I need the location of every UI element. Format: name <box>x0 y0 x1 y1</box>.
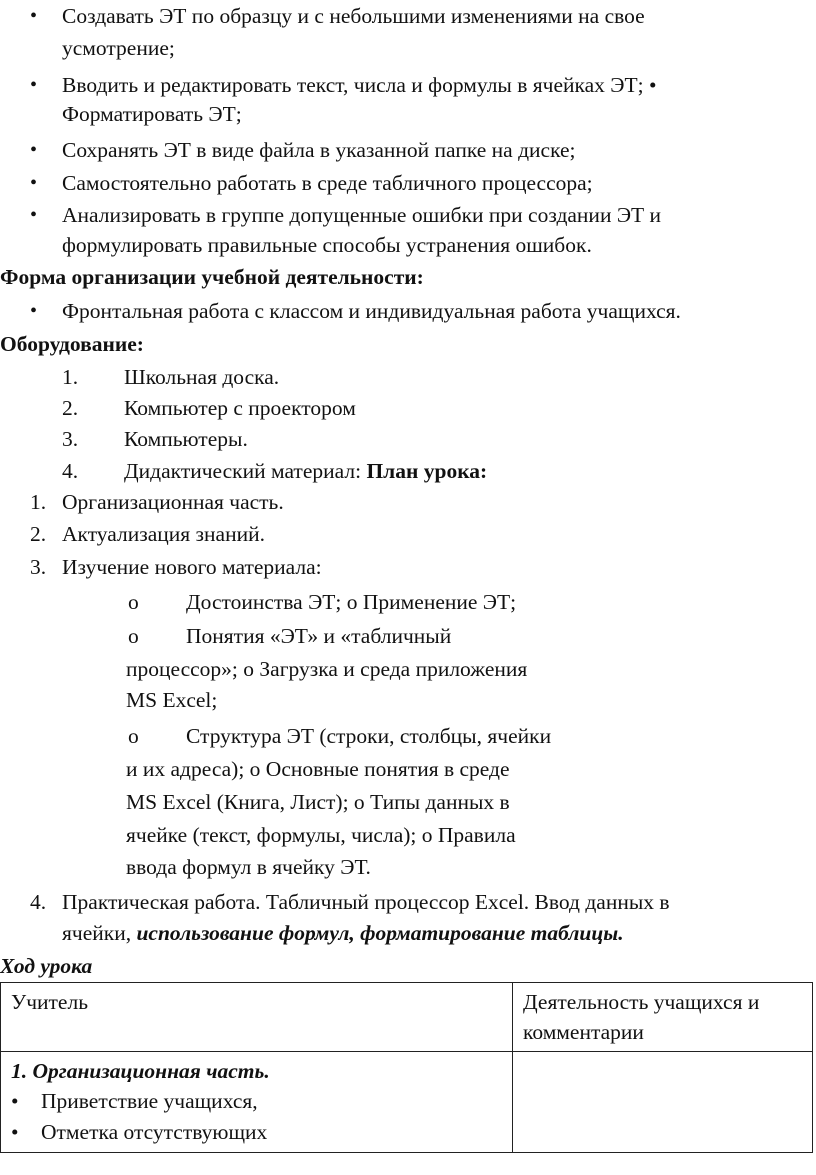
equipment-number: 1. <box>62 365 79 389</box>
plan-number: 4. <box>30 890 47 914</box>
plan-item: Организационная часть. <box>62 490 284 514</box>
goal-text: Вводить и редактировать текст, числа и формулы в ячейках ЭТ; • <box>62 73 657 97</box>
practical-text <box>62 920 624 946</box>
teacher-header-text: Учитель <box>11 990 89 1014</box>
equipment-number: 2. <box>62 396 79 420</box>
section-title: 1. Организационная часть. <box>11 1059 270 1083</box>
equipment-item-text: Дидактический материал: <box>124 459 367 483</box>
students-cell <box>513 1052 813 1153</box>
bullet: • <box>30 5 38 27</box>
equipment-item <box>124 458 487 484</box>
table-header-row <box>1 983 813 1052</box>
list-item: • Приветствие учащихся, <box>41 1086 502 1117</box>
teacher-cell <box>1 1052 513 1153</box>
sub-line: и их адреса); o Основные понятия в среде <box>126 757 510 781</box>
bullet: • <box>30 139 38 161</box>
equipment-number: 3. <box>62 427 79 451</box>
equipment-heading: Оборудование: <box>0 332 144 356</box>
teacher-header <box>1 983 513 1052</box>
practical-emphasis: использование формул, форматирование таблицы. <box>136 921 624 945</box>
table-row <box>1 1052 813 1153</box>
students-header-line: комментарии <box>523 1020 644 1044</box>
sub-line: Достоинства ЭТ; o Применение ЭТ; <box>186 590 517 614</box>
sub-line: процессор»; o Загрузка и среда приложения <box>126 657 528 681</box>
equipment-number: 4. <box>62 459 79 483</box>
bullet: • <box>30 204 38 226</box>
plan-item: Актуализация знаний. <box>62 522 265 546</box>
students-header-line: Деятельность учащихся и <box>523 990 760 1014</box>
list-item: • Отметка отсутствующих <box>41 1117 502 1148</box>
sub-marker: o <box>128 590 139 614</box>
sub-line: MS Excel; <box>126 688 218 712</box>
plan-number: 3. <box>30 555 47 579</box>
form-heading: Форма организации учебной деятельности: <box>0 265 424 289</box>
practical-text: Практическая работа. Табличный процессор Excel. Ввод данных в <box>62 890 670 914</box>
goal-text: Сохранять ЭТ в виде файла в указанной папке на диске; <box>62 138 576 162</box>
goal-text: усмотрение; <box>62 36 175 60</box>
bullet: • <box>30 300 38 322</box>
plan-item: Изучение нового материала: <box>62 555 322 579</box>
goal-text: Создавать ЭТ по образцу и с небольшими изменениями на свое <box>62 4 645 28</box>
bullet: • <box>30 172 38 194</box>
goal-text: Форматировать ЭТ; <box>62 102 242 126</box>
sub-marker: o <box>128 724 139 748</box>
equipment-item: Школьная доска. <box>124 365 280 389</box>
plan-number: 2. <box>30 522 47 546</box>
section-list <box>11 1086 502 1148</box>
sub-line: Структура ЭТ (строки, столбцы, ячейки <box>186 724 552 748</box>
lesson-table <box>0 982 813 1153</box>
sub-line: ячейке (текст, формулы, числа); o Правила <box>126 823 516 847</box>
practical-plain: ячейки, <box>62 921 137 945</box>
sub-marker: o <box>128 624 139 648</box>
sub-line: ввода формул в ячейку ЭТ. <box>126 855 371 879</box>
form-item: Фронтальная работа с классом и индивидуальная работа учащихся. <box>62 299 681 323</box>
goal-text: Анализировать в группе допущенные ошибки при создании ЭТ и <box>62 203 662 227</box>
goal-text: Самостоятельно работать в среде табличного процессора; <box>62 171 593 195</box>
lesson-heading: Ход урока <box>0 954 93 978</box>
sub-line: Понятия «ЭТ» и «табличный <box>186 624 452 648</box>
students-header <box>513 983 813 1052</box>
goal-text: формулировать правильные способы устранения ошибок. <box>62 233 592 257</box>
equipment-item: Компьютеры. <box>124 427 248 451</box>
plan-heading: План урока: <box>366 459 488 483</box>
sub-line: MS Excel (Книга, Лист); o Типы данных в <box>126 790 510 814</box>
bullet: • <box>30 74 38 96</box>
equipment-item: Компьютер с проектором <box>124 396 356 420</box>
plan-number: 1. <box>30 490 47 514</box>
